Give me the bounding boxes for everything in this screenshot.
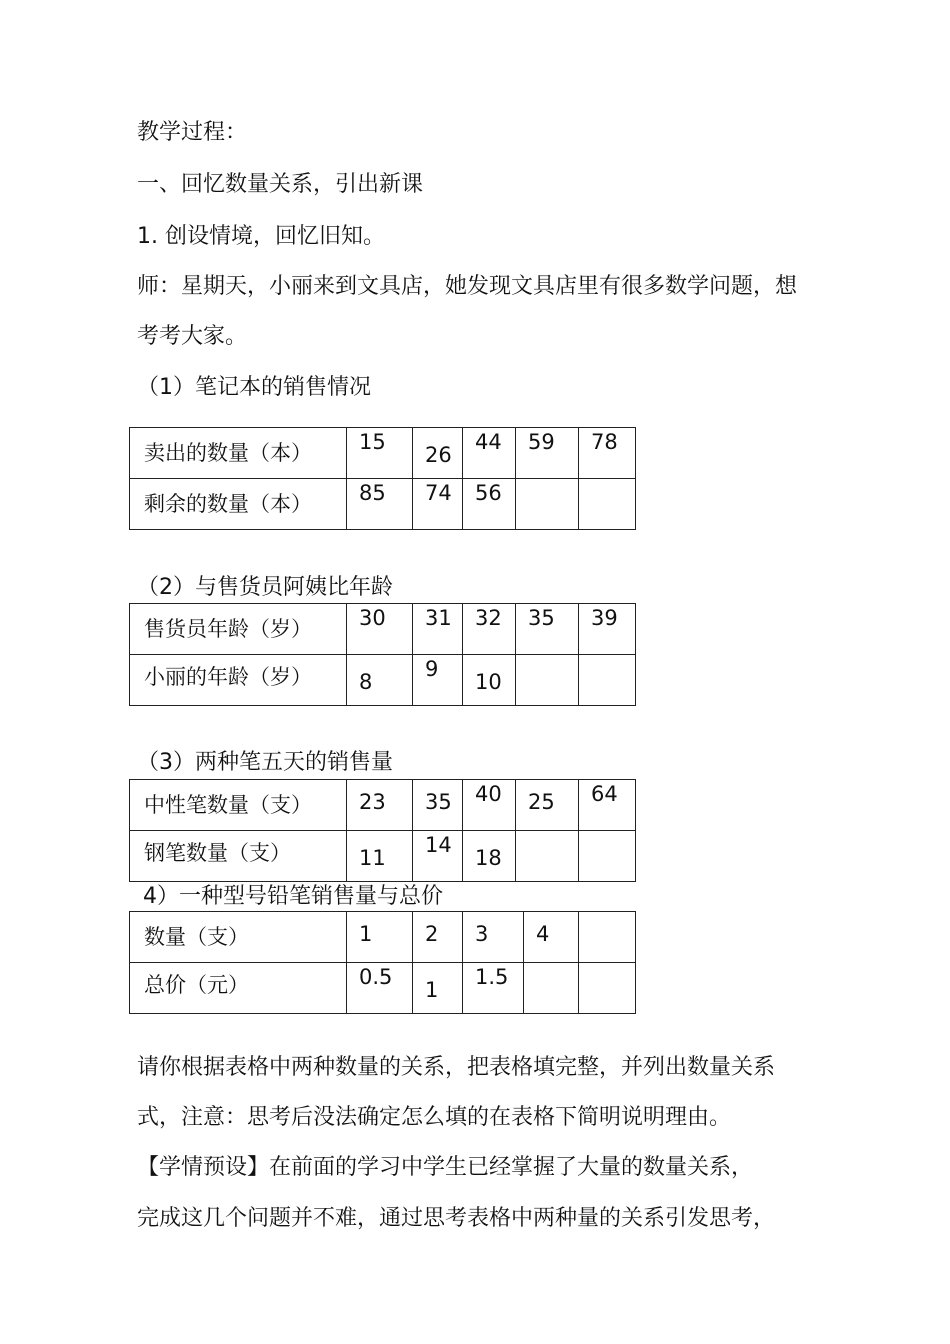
table-cell: 59: [516, 428, 579, 479]
table-cell: 74: [413, 479, 463, 530]
table-row: [130, 655, 636, 706]
table-cell: 23: [347, 780, 413, 831]
table-cell: 8: [347, 655, 413, 706]
table-cell: [579, 479, 636, 530]
table4: [129, 911, 636, 1014]
table-cell-label: 中性笔数量（支）: [130, 780, 347, 831]
table-cell: 11: [347, 831, 413, 882]
table-cell: 35: [413, 780, 463, 831]
section-heading: 一、回忆数量关系，引出新课: [137, 172, 424, 197]
table-cell: 25: [516, 780, 579, 831]
table-row: [130, 428, 636, 479]
table-cell-label: 数量（支）: [130, 912, 347, 963]
table-cell: 9: [413, 655, 463, 706]
table3-caption: （3）两种笔五天的销售量: [137, 750, 393, 775]
table-cell: 56: [463, 479, 516, 530]
table2-caption: （2）与售货员阿姨比年龄: [137, 575, 393, 600]
instruction-line1: 请你根据表格中两种数量的关系，把表格填完整，并列出数量关系: [137, 1055, 776, 1080]
table-cell-label: 售货员年龄（岁）: [130, 604, 347, 655]
preset-line2: 完成这几个问题并不难，通过思考表格中两种量的关系引发思考，: [137, 1206, 776, 1231]
table-cell: 44: [463, 428, 516, 479]
table-cell: [579, 655, 636, 706]
table-cell-label: 卖出的数量（本）: [130, 428, 347, 479]
table4-caption: 4）一种型号铅笔销售量与总价: [143, 884, 443, 909]
table-cell: [579, 831, 636, 882]
table-cell: 78: [579, 428, 636, 479]
instruction-line2: 式，注意：思考后没法确定怎么填的在表格下简明说明理由。: [137, 1105, 732, 1130]
table-cell: 30: [347, 604, 413, 655]
table-cell: 1.5: [463, 963, 524, 1014]
table-cell: 0.5: [347, 963, 413, 1014]
table-row: [130, 604, 636, 655]
table-row: [130, 912, 636, 963]
table-cell: 14: [413, 831, 463, 882]
table3: [129, 779, 636, 882]
table-cell-label: 剩余的数量（本）: [130, 479, 347, 530]
step-heading: 1. 创设情境，回忆旧知。: [137, 224, 385, 249]
table-cell: [516, 479, 579, 530]
table-cell: 15: [347, 428, 413, 479]
table-cell: 40: [463, 780, 516, 831]
table-cell: 18: [463, 831, 516, 882]
table-cell: [579, 963, 636, 1014]
teacher-paragraph-line2: 考考大家。: [137, 324, 248, 349]
table-cell-label: 小丽的年龄（岁）: [130, 655, 347, 706]
table-cell: [516, 655, 579, 706]
table-cell: 85: [347, 479, 413, 530]
paragraph-process-title: 教学过程：: [137, 120, 248, 145]
table1-caption: （1）笔记本的销售情况: [137, 375, 371, 400]
table-cell: [579, 912, 636, 963]
table-row: [130, 780, 636, 831]
table-row: [130, 479, 636, 530]
teacher-paragraph-line1: 师：星期天，小丽来到文具店，她发现文具店里有很多数学问题，想: [137, 274, 798, 299]
table-cell: 39: [579, 604, 636, 655]
table-cell: 35: [516, 604, 579, 655]
table-cell: 64: [579, 780, 636, 831]
table-cell: [524, 963, 579, 1014]
table-cell: 32: [463, 604, 516, 655]
table-cell: 2: [413, 912, 463, 963]
table-cell: 3: [463, 912, 524, 963]
table-cell: 1: [347, 912, 413, 963]
table2: [129, 603, 636, 706]
table-cell: 4: [524, 912, 579, 963]
preset-line1: 【学情预设】在前面的学习中学生已经掌握了大量的数量关系，: [137, 1155, 754, 1180]
table-cell: 1: [413, 963, 463, 1014]
table-cell: [516, 831, 579, 882]
table-cell: 31: [413, 604, 463, 655]
table-row: [130, 831, 636, 882]
table-cell-label: 钢笔数量（支）: [130, 831, 347, 882]
table-cell-label: 总价（元）: [130, 963, 347, 1014]
table-cell: 10: [463, 655, 516, 706]
table1: [129, 427, 636, 530]
table-cell: 26: [413, 428, 463, 479]
table-row: [130, 963, 636, 1014]
